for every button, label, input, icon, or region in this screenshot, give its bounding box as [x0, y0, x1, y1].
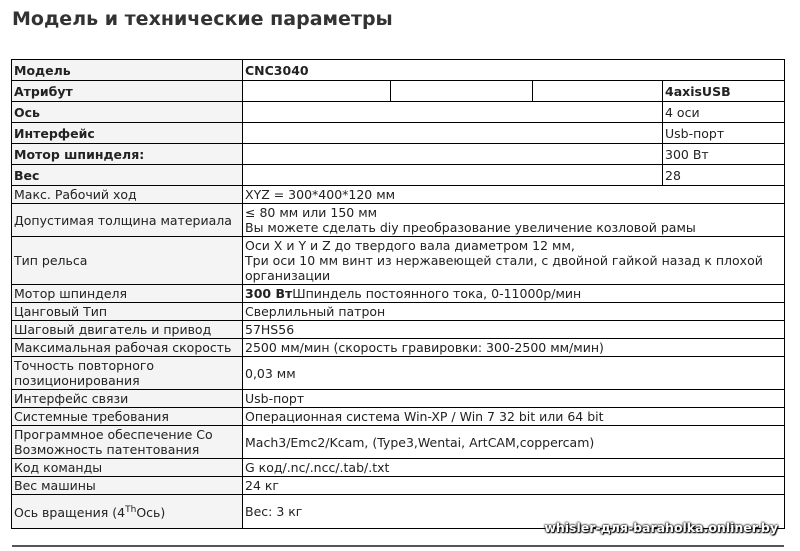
row-value: Оси X и Y и Z до твердого вала диаметром 12 мм, Три оси 10 мм винт из нержавеющей стали, с двойной гайкой назад к плохой организации [243, 237, 785, 285]
table-row [12, 60, 785, 81]
row-value: G код/.nc/.ncc/.tab/.txt [243, 459, 785, 477]
row-value: 4axisUSB [663, 81, 785, 102]
row-label: Вес [12, 165, 243, 186]
row-value: Вес: 3 кг [243, 495, 785, 529]
row-value: XYZ = 300*400*120 мм [243, 186, 785, 204]
table-row [12, 408, 785, 426]
row-value: 0,03 мм [243, 357, 785, 390]
row-label: Системные требования [12, 408, 243, 426]
row-label: Тип рельса [12, 237, 243, 285]
rotation-label-post: Ось) [136, 505, 166, 521]
table-row [12, 426, 785, 459]
table-row [12, 390, 785, 408]
rotation-label-sup: Th [125, 504, 137, 515]
empty-cell [391, 81, 533, 102]
rotation-label-pre: Ось вращения (4 [14, 505, 126, 521]
row-value: 57HS56 [243, 321, 785, 339]
table-row [12, 123, 785, 144]
row-value: 4 оси [663, 102, 785, 123]
row-label: Макс. Рабочий ход [12, 186, 243, 204]
row-label: Атрибут [12, 81, 243, 102]
row-value: Операционная система Win-XP / Win 7 32 bit или 64 bit [243, 408, 785, 426]
spindle-description: Шпиндель постоянного тока, 0-11000р/мин [292, 286, 582, 301]
empty-cell [243, 102, 663, 123]
row-value: 300 Вт [663, 144, 785, 165]
watermark: whisler-для-baraholka.onliner.by [544, 520, 778, 535]
table-row [12, 303, 785, 321]
table-row [12, 144, 785, 165]
row-label: Максимальная рабочая скорость [12, 339, 243, 357]
row-value: Usb-порт [243, 390, 785, 408]
table-row [12, 186, 785, 204]
row-label: Мотор шпинделя [12, 285, 243, 303]
row-label: Вес машины [12, 477, 243, 495]
row-label: Ось [12, 102, 243, 123]
empty-cell [533, 81, 663, 102]
table-row [12, 285, 785, 303]
empty-cell [243, 165, 663, 186]
empty-cell [243, 144, 663, 165]
table-row [12, 339, 785, 357]
table-row [12, 165, 785, 186]
row-label: Программное обеспечение Со Возможность патентования [12, 426, 243, 459]
table-row [12, 357, 785, 390]
row-label: Код команды [12, 459, 243, 477]
row-value: Сверлильный патрон [243, 303, 785, 321]
empty-cell [243, 123, 663, 144]
row-value: 2500 мм/мин (скорость гравировки: 300-2500 мм/мин) [243, 339, 785, 357]
row-label: Интерфейс связи [12, 390, 243, 408]
row-label: Шаговый двигатель и привод [12, 321, 243, 339]
row-label: Модель [12, 60, 243, 81]
table-row [12, 204, 785, 237]
spindle-power: 300 Вт [245, 286, 293, 301]
empty-cell [243, 81, 391, 102]
page-title: Модель и технические параметры [12, 8, 393, 30]
table-row [12, 477, 785, 495]
spec-table [11, 59, 785, 529]
row-label: Интерфейс [12, 123, 243, 144]
table-row [12, 321, 785, 339]
row-label: Мотор шпинделя: [12, 144, 243, 165]
row-value: Mach3/Emc2/Kcam, (Type3,Wentai, ArtCAM,coppercam) [243, 426, 785, 459]
row-label: Точность повторного позиционирования [12, 357, 243, 390]
table-row [12, 459, 785, 477]
row-value: 28 [663, 165, 785, 186]
row-label [12, 495, 243, 529]
table-row [12, 237, 785, 285]
row-label: Допустимая толщина материала [12, 204, 243, 237]
bottom-divider [12, 545, 784, 547]
row-value: ≤ 80 мм или 150 мм Вы можете сделать diy преобразование увеличение козловой рамы [243, 204, 785, 237]
row-value [243, 285, 785, 303]
table-row [12, 81, 785, 102]
table-row [12, 102, 785, 123]
row-value: Usb-порт [663, 123, 785, 144]
row-value: CNC3040 [243, 60, 785, 81]
row-label: Цанговый Тип [12, 303, 243, 321]
row-value: 24 кг [243, 477, 785, 495]
